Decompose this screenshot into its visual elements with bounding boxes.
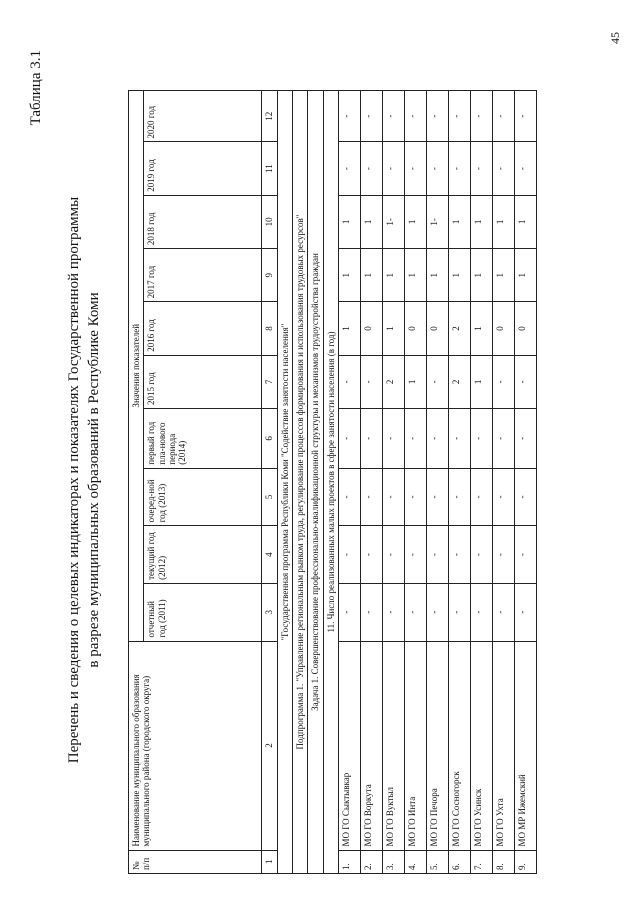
section-program: "Государственная программа Республики Коми "Содействие занятости населения" [277, 91, 292, 874]
table-row [361, 91, 383, 874]
header-year: 2016 год [144, 302, 262, 355]
indicator-value: - [361, 409, 383, 469]
indicator-value: - [361, 468, 383, 526]
table-row [493, 91, 515, 874]
row-number: 5. [427, 850, 449, 873]
indicator-value: 1 [471, 355, 493, 408]
indicator-value: - [339, 468, 361, 526]
indicator-value: 2 [449, 302, 471, 355]
indicator-value: - [427, 409, 449, 469]
indicator-value: - [339, 91, 361, 142]
column-number: 6 [262, 409, 277, 469]
header-year: 2018 год [144, 195, 262, 248]
indicator-value: 1- [427, 195, 449, 248]
table-row [449, 91, 471, 874]
municipality-name: МО МР Ижемский [515, 641, 537, 850]
rotated-sheet [20, 20, 610, 880]
indicator-value: - [427, 583, 449, 641]
indicator-value: - [449, 526, 471, 584]
indicator-value: 2 [449, 355, 471, 408]
header-values-group: Значения показателей [129, 91, 144, 642]
header-num: № п/п [129, 850, 262, 873]
row-number: 7. [471, 850, 493, 873]
indicator-value: 1 [361, 249, 383, 302]
indicator-value: 2 [383, 355, 405, 408]
indicator-value: 1 [471, 302, 493, 355]
section-task: Задача 1. Совершенствование профессионально-квалификационной структуры и механизмов трудоустройства граждан [308, 91, 323, 874]
indicator-value: - [449, 91, 471, 142]
indicator-value: - [405, 91, 427, 142]
table-row [383, 91, 405, 874]
indicator-value: - [427, 468, 449, 526]
column-number: 8 [262, 302, 277, 355]
table-row [427, 91, 449, 874]
indicator-value: 0 [427, 302, 449, 355]
indicator-value: 1 [471, 195, 493, 248]
indicator-value: - [427, 355, 449, 408]
indicator-value: 1 [339, 249, 361, 302]
indicator-value: - [471, 468, 493, 526]
section-subprogram: Подпрограмма 1. "Управление региональным рынком труда, регулирование процессов формирования и использования трудовых ресурсов" [293, 91, 308, 874]
column-number: 9 [262, 249, 277, 302]
municipality-name: МО ГО Воркута [361, 641, 383, 850]
row-number: 2. [361, 850, 383, 873]
header-year: отчетный год (2011) [144, 583, 262, 641]
indicator-value: - [427, 142, 449, 195]
indicator-value: - [493, 355, 515, 408]
indicator-value: - [361, 355, 383, 408]
header-year: очеред-ной год (2013) [144, 468, 262, 526]
indicators-table [128, 90, 537, 874]
municipality-name: МО ГО Ухта [493, 641, 515, 850]
header-year: 2020 год [144, 91, 262, 142]
header-year: 2019 год [144, 142, 262, 195]
indicator-value: 0 [405, 302, 427, 355]
header-year: 2015 год [144, 355, 262, 408]
section-indicator: 11. Число реализованных малых проектов в сфере занятости населения (в год) [323, 91, 338, 874]
table-label: Таблица 3.1 [28, 50, 44, 126]
indicator-value: - [449, 468, 471, 526]
indicator-value: 1 [405, 249, 427, 302]
indicator-value: - [515, 142, 537, 195]
indicator-value: - [383, 468, 405, 526]
column-number: 3 [262, 583, 277, 641]
indicator-value: - [449, 409, 471, 469]
indicator-value: 1 [361, 195, 383, 248]
indicator-value: - [339, 526, 361, 584]
header-year: первый год пла-нового периода (2014) [144, 409, 262, 469]
indicator-value: 1 [339, 195, 361, 248]
municipality-name: МО ГО Сосногорск [449, 641, 471, 850]
indicator-value: - [361, 142, 383, 195]
indicator-value: 1 [339, 302, 361, 355]
indicator-value: - [493, 583, 515, 641]
row-number: 1. [339, 850, 361, 873]
table-row [471, 91, 493, 874]
indicator-value: - [383, 526, 405, 584]
table-row [339, 91, 361, 874]
page-number: 45 [608, 32, 622, 44]
indicator-value: - [339, 142, 361, 195]
column-number: 10 [262, 195, 277, 248]
column-number: 7 [262, 355, 277, 408]
indicator-value: - [405, 526, 427, 584]
indicator-value: - [427, 91, 449, 142]
indicator-value: 0 [493, 302, 515, 355]
indicator-value: 1 [493, 249, 515, 302]
indicator-value: - [383, 583, 405, 641]
header-year: 2017 год [144, 249, 262, 302]
indicator-value: - [339, 355, 361, 408]
indicator-value: 1 [427, 249, 449, 302]
indicator-value: - [405, 409, 427, 469]
indicator-value: - [515, 468, 537, 526]
indicator-value: - [471, 526, 493, 584]
indicator-value: 1 [383, 249, 405, 302]
row-number: 8. [493, 850, 515, 873]
indicator-value: 1 [449, 249, 471, 302]
indicator-value: - [405, 468, 427, 526]
indicator-value: - [471, 91, 493, 142]
indicator-value: - [493, 91, 515, 142]
row-number: 4. [405, 850, 427, 873]
indicator-value: 1 [405, 195, 427, 248]
indicator-value: 0 [515, 302, 537, 355]
indicator-value: 1- [383, 195, 405, 248]
indicator-value: 1 [515, 249, 537, 302]
indicator-value: - [361, 526, 383, 584]
indicator-value: - [471, 409, 493, 469]
indicator-value: - [405, 583, 427, 641]
municipality-name: МО ГО Печора [427, 641, 449, 850]
indicator-value: 1 [515, 195, 537, 248]
indicator-value: - [383, 91, 405, 142]
column-number: 2 [262, 641, 277, 850]
indicator-value: 1 [471, 249, 493, 302]
municipality-name: МО ГО Усинск [471, 641, 493, 850]
indicator-value: 1 [405, 355, 427, 408]
column-number: 1 [262, 850, 277, 873]
indicator-value: - [515, 526, 537, 584]
document-title-line2: в разрезе муниципальных образований в Республике Коми [86, 292, 102, 668]
indicator-value: - [339, 409, 361, 469]
indicator-value: - [471, 583, 493, 641]
indicator-value: 1 [493, 195, 515, 248]
column-number: 5 [262, 468, 277, 526]
indicator-value: - [361, 583, 383, 641]
document-title-line1: Перечень и сведения о целевых индикаторах и показателях Государственной программы [66, 196, 82, 764]
indicator-value: - [471, 142, 493, 195]
municipality-name: МО ГО Инта [405, 641, 427, 850]
indicator-value: - [515, 409, 537, 469]
indicator-value: - [339, 583, 361, 641]
row-number: 6. [449, 850, 471, 873]
indicator-value: - [515, 583, 537, 641]
header-year: текущий год (2012) [144, 526, 262, 584]
indicator-value: - [493, 142, 515, 195]
table-row [405, 91, 427, 874]
indicator-value: - [493, 409, 515, 469]
indicator-value: - [493, 468, 515, 526]
indicator-value: 1 [449, 195, 471, 248]
indicator-value: 1 [383, 302, 405, 355]
indicator-value: - [361, 91, 383, 142]
row-number: 3. [383, 850, 405, 873]
indicator-value: - [427, 526, 449, 584]
indicator-value: - [493, 526, 515, 584]
column-number: 12 [262, 91, 277, 142]
table-row [515, 91, 537, 874]
column-number: 11 [262, 142, 277, 195]
row-number: 9. [515, 850, 537, 873]
indicator-value: - [515, 91, 537, 142]
indicator-value: 0 [361, 302, 383, 355]
indicator-value: - [383, 409, 405, 469]
column-number: 4 [262, 526, 277, 584]
indicator-value: - [515, 355, 537, 408]
header-name: Наименование муниципального образования муниципального района (городского округа) [129, 641, 262, 850]
indicator-value: - [449, 583, 471, 641]
indicator-value: - [449, 142, 471, 195]
indicator-value: - [405, 142, 427, 195]
municipality-name: МО ГО Сыктывкар [339, 641, 361, 850]
municipality-name: МО ГО Вуктыл [383, 641, 405, 850]
indicator-value: - [383, 142, 405, 195]
